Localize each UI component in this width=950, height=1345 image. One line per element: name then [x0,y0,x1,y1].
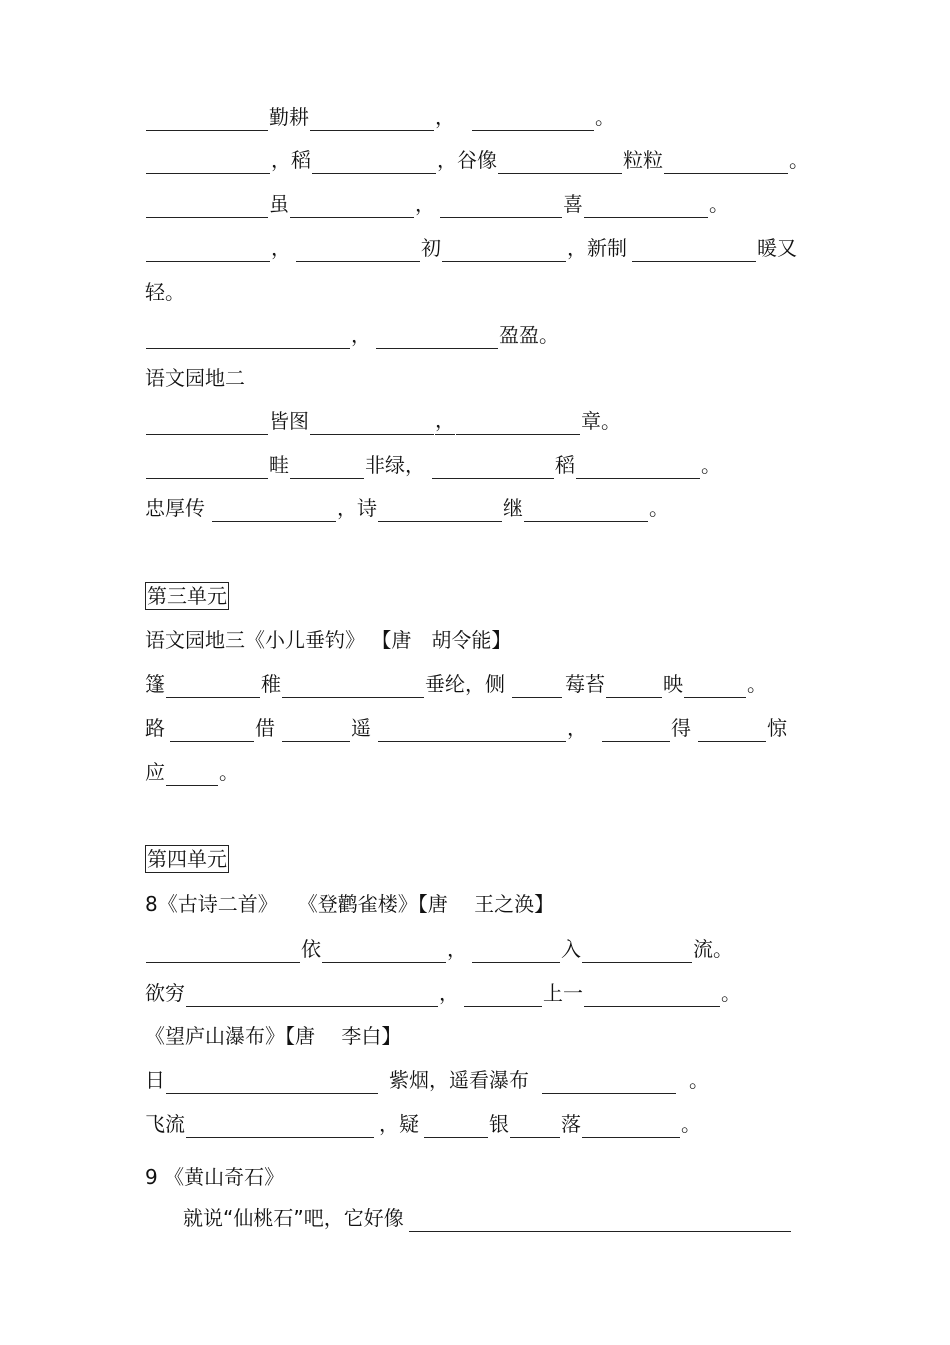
line-text: ， [271,236,291,260]
line-text: 。 [721,981,741,1005]
unit4-line-1 [145,935,733,963]
fill-blank[interactable] [472,942,560,963]
line-text: 畦 [269,453,289,477]
line-text: ， [435,406,455,435]
fill-line-5 [145,278,185,306]
fill-blank[interactable] [510,1117,560,1138]
line-text: 虽 [269,192,289,216]
fill-blank[interactable] [409,1211,791,1232]
line-text: 就说“仙桃石”吧，它好像 [183,1206,404,1230]
line-text: 映 [663,672,683,696]
unit4-heading-row [145,845,229,873]
line-text: ，谷像 [437,148,497,172]
fill-blank[interactable] [146,414,268,435]
fill-blank[interactable] [456,414,580,435]
unit3-heading-row [145,582,229,610]
line-text: 紫烟，遥看瀑布 [389,1068,529,1092]
line-text: 应 [145,760,165,784]
line-text: 章。 [581,409,621,433]
line-text: 轻。 [145,280,185,304]
unit-heading-box: 第三单元 [147,584,227,608]
fill-blank[interactable] [576,458,700,479]
fill-blank[interactable] [442,241,566,262]
fill-blank[interactable] [170,721,254,742]
fill-blank[interactable] [602,721,670,742]
fill-blank[interactable] [146,153,270,174]
unit4-poem2-title [145,1022,401,1050]
line-text: 流。 [693,937,733,961]
line-text: 稻 [555,453,575,477]
fill-blank[interactable] [464,986,542,1007]
line-text: ， [567,716,587,740]
line-text: 依 [301,937,321,961]
fill-blank[interactable] [146,197,268,218]
line-text: 盈盈。 [499,323,559,347]
line-text: 入 [561,937,581,961]
fill-blank[interactable] [186,986,438,1007]
fill-blank[interactable] [472,110,594,131]
line-text: ， [447,937,467,961]
fill-blank[interactable] [584,197,708,218]
garden2-line-2 [145,451,721,479]
line-text: 暖又 [757,236,797,260]
fill-blank[interactable] [498,153,622,174]
line-text: 。 [219,760,239,784]
fill-blank[interactable] [282,677,424,698]
unit4-line-3 [145,1066,709,1094]
fill-blank[interactable] [424,1117,488,1138]
fill-blank[interactable] [146,241,270,262]
fill-blank[interactable] [146,110,268,131]
lesson-title: 语文园地三《小儿垂钓》 【唐 胡令能】 [145,628,512,652]
line-text: 。 [689,1068,709,1092]
unit4-title [145,890,554,918]
unit4-line-4 [145,1110,701,1138]
fill-blank[interactable] [432,458,554,479]
line-text: 垂纶，侧 [425,672,505,696]
fill-blank[interactable] [582,1117,680,1138]
unit4-line-5 [183,1204,792,1232]
line-text: 。 [701,453,721,477]
line-text: 日 [145,1068,165,1092]
line-text: 。 [595,105,615,129]
fill-blank[interactable] [440,197,562,218]
fill-blank[interactable] [664,153,788,174]
line-text: 。 [681,1112,701,1136]
line-text: 非绿， [365,453,425,477]
line-text: 落 [561,1112,581,1136]
line-text: 。 [649,496,669,520]
fill-blank[interactable] [296,241,420,262]
line-text: 喜 [563,192,583,216]
lesson-title: 8《古诗二首》 《登鹳雀楼》【唐 王之涣】 [145,892,555,916]
line-text: 。 [747,672,767,696]
unit4-lesson9-title [145,1163,284,1191]
unit3-line-3 [145,758,239,786]
line-text: 。 [789,148,809,172]
fill-blank[interactable] [146,458,268,479]
garden2-line-1 [145,407,621,435]
fill-line-2 [145,146,809,174]
lesson-title: 《望庐山瀑布》【唐 李白】 [145,1024,402,1048]
fill-blank[interactable] [684,677,746,698]
line-text: 欲穷 [145,981,185,1005]
fill-blank[interactable] [290,458,364,479]
fill-line-6 [145,321,559,349]
fill-blank[interactable] [512,677,562,698]
fill-blank[interactable] [584,986,720,1007]
line-text: 遥 [351,716,371,740]
fill-blank[interactable] [146,328,350,349]
line-text: ，疑 [379,1112,419,1136]
fill-line-4 [145,234,797,262]
unit3-line-1 [145,670,767,698]
fill-blank[interactable] [212,501,336,522]
line-text: 勤耕 [269,105,309,129]
fill-blank[interactable] [524,501,648,522]
unit-heading-box: 第四单元 [147,847,227,871]
garden2-line-3 [145,494,669,522]
fill-blank[interactable] [582,942,692,963]
fill-blank[interactable] [290,197,414,218]
line-text: ， [439,981,459,1005]
fill-blank[interactable] [310,110,434,131]
fill-blank[interactable] [632,241,756,262]
fill-blank[interactable] [146,942,300,963]
line-text: 银 [489,1112,509,1136]
fill-blank[interactable] [166,1073,378,1094]
garden2-heading [145,364,245,392]
fill-blank[interactable] [310,414,434,435]
line-text: 粒粒 [623,148,663,172]
fill-blank[interactable] [378,501,502,522]
section-heading: 语文园地二 [145,366,245,390]
line-text: 飞流 [145,1112,185,1136]
fill-blank[interactable] [698,721,766,742]
line-text: 。 [709,192,729,216]
fill-line-1 [145,103,615,131]
line-text: ，稻 [271,148,311,172]
fill-blank[interactable] [322,942,446,963]
fill-blank[interactable] [542,1073,676,1094]
line-text: 忠厚传 [145,496,205,520]
line-text: 皆图 [269,409,309,433]
unit3-title [145,626,511,654]
unit3-line-2 [145,714,787,742]
fill-blank[interactable] [282,721,350,742]
line-text: 初 [421,236,441,260]
line-text: 路 [145,716,165,740]
line-text: 篷 [145,672,165,696]
line-text: 莓苔 [565,672,605,696]
line-text: ， [351,323,371,347]
fill-blank[interactable] [606,677,662,698]
line-text: ， [435,105,455,129]
fill-line-3 [145,190,729,218]
line-text: ， [415,192,435,216]
lesson-title: 9 《黄山奇石》 [145,1165,285,1189]
line-text: 继 [503,496,523,520]
fill-blank[interactable] [166,765,218,786]
fill-blank[interactable] [186,1117,374,1138]
fill-blank[interactable] [312,153,436,174]
line-text: ，诗 [337,496,377,520]
fill-blank[interactable] [378,721,566,742]
unit4-line-2 [145,979,741,1007]
line-text: ，新制 [567,236,627,260]
fill-blank[interactable] [166,677,260,698]
line-text: 稚 [261,672,281,696]
line-text: 得 [671,716,691,740]
fill-blank[interactable] [376,328,498,349]
line-text: 上一 [543,981,583,1005]
line-text: 惊 [767,716,787,740]
line-text: 借 [255,716,275,740]
